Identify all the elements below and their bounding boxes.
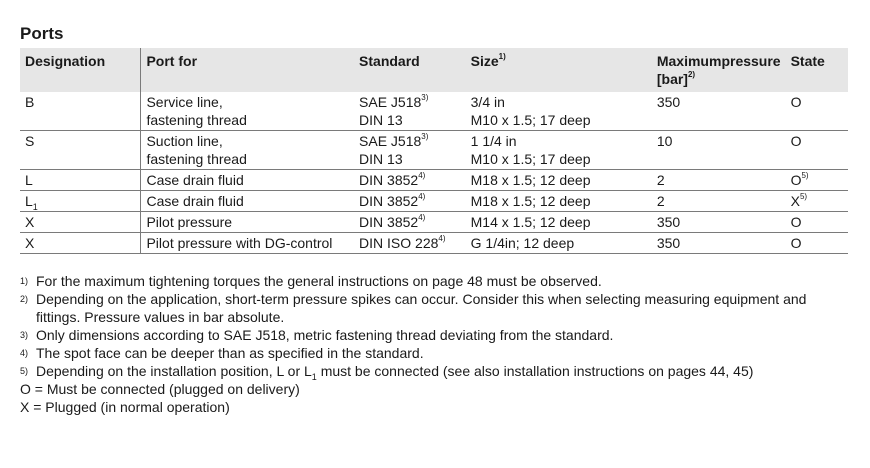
cell-size — [466, 131, 652, 170]
header-max-pressure-footnote: 2) — [687, 70, 696, 80]
designation-subscript: 1 — [32, 201, 38, 212]
cell-size-line: M10 x 1.5; 17 deep — [470, 112, 591, 128]
designation-text: L — [25, 193, 33, 209]
cell-designation: S — [20, 131, 141, 170]
standard-text: SAE J518 — [359, 133, 422, 149]
standard-footnote: 3) — [421, 93, 429, 103]
cell-port-for-line: fastening thread — [146, 151, 247, 167]
footnote-subscript: 1 — [311, 371, 317, 382]
cell-size: M18 x 1.5; 12 deep — [466, 191, 652, 212]
table-row — [20, 191, 848, 212]
header-max-pressure — [652, 48, 786, 92]
header-size-label: Size — [470, 53, 499, 69]
footnote-number: 2) — [20, 294, 29, 304]
standard-footnote: 3) — [421, 132, 429, 142]
cell-standard — [354, 212, 466, 233]
legend-connected: O = Must be connected (plugged on delivery) — [20, 381, 300, 397]
cell-standard-line — [359, 93, 461, 111]
cell-pressure: 350 — [652, 233, 786, 254]
cell-port-for: Pilot pressure — [141, 212, 354, 233]
cell-port-for: Case drain fluid — [141, 170, 354, 191]
state-value: X — [790, 193, 800, 209]
legend-plugged: X = Plugged (in normal operation) — [20, 399, 230, 415]
cell-standard — [354, 191, 466, 212]
cell-port-for-line: Service line, — [146, 94, 223, 110]
cell-standard — [354, 170, 466, 191]
cell-pressure: 10 — [652, 131, 786, 170]
footnote-text: Only dimensions according to SAE J518, metric fastening thread deviating from the standard. — [36, 327, 614, 343]
cell-port-for-line: Suction line, — [146, 133, 223, 149]
table-row — [20, 92, 848, 131]
cell-standard-line — [359, 150, 461, 168]
footnote — [20, 362, 850, 380]
header-size-footnote: 1) — [498, 52, 506, 62]
footnote-number: 1) — [20, 276, 29, 286]
header-max-pressure-line1: Maximum — [656, 53, 722, 69]
standard-footnote: 4) — [418, 192, 426, 202]
table-row — [20, 131, 848, 170]
cell-standard — [354, 233, 466, 254]
cell-pressure: 2 — [652, 191, 786, 212]
header-size — [466, 48, 652, 92]
cell-size-line: 3/4 in — [470, 94, 505, 110]
state-value: O — [790, 172, 802, 188]
footnote — [20, 272, 850, 290]
cell-standard-line — [359, 132, 461, 150]
cell-pressure: 350 — [652, 212, 786, 233]
cell-state: O — [786, 131, 848, 170]
cell-state: O — [786, 233, 848, 254]
header-max-pressure-line2: pressure [bar] — [656, 53, 781, 87]
footnote — [20, 326, 850, 344]
cell-pressure: 2 — [652, 170, 786, 191]
footnote — [20, 290, 850, 326]
standard-text: DIN 3852 — [359, 214, 419, 230]
cell-size: G 1/4in; 12 deep — [466, 233, 652, 254]
cell-size-line: M10 x 1.5; 17 deep — [470, 151, 591, 167]
cell-size-line: 1 1/4 in — [470, 133, 517, 149]
cell-size: M18 x 1.5; 12 deep — [466, 170, 652, 191]
cell-state: O — [786, 92, 848, 131]
standard-text: DIN 13 — [359, 112, 403, 128]
footnote — [20, 344, 850, 362]
cell-port-for — [141, 92, 354, 131]
state-footnote: 5) — [799, 192, 808, 202]
footnote-text-part: Depending on the installation position, L or L — [36, 363, 312, 379]
standard-footnote: 4) — [418, 213, 426, 223]
table-row — [20, 233, 848, 254]
header-designation: Designation — [20, 48, 141, 92]
footnote-text: Depending on the application, short-term pressure spikes can occur. Consider this when selecting measuring equipment and fittings. Pressure values in bar absolute. — [36, 291, 807, 325]
cell-designation: X — [20, 212, 141, 233]
footnote-text: The spot face can be deeper than as specified in the standard. — [36, 345, 424, 361]
footnote-number: 3) — [20, 330, 29, 340]
ports-table — [20, 48, 848, 254]
cell-designation: L — [20, 170, 141, 191]
table-row — [20, 212, 848, 233]
standard-footnote: 4) — [438, 234, 446, 244]
cell-standard — [354, 92, 466, 131]
page-title: Ports — [20, 24, 64, 43]
cell-pressure: 350 — [652, 92, 786, 131]
cell-state: O — [786, 212, 848, 233]
cell-standard — [354, 131, 466, 170]
standard-text: DIN ISO 228 — [359, 235, 439, 251]
header-state: State — [786, 48, 848, 92]
footnote-text-part: must be connected (see also installation instructions on pages 44, 45) — [316, 363, 754, 379]
cell-port-for: Case drain fluid — [141, 191, 354, 212]
standard-footnote: 4) — [418, 171, 426, 181]
cell-port-for: Pilot pressure with DG-control — [141, 233, 354, 254]
cell-designation: B — [20, 92, 141, 131]
table-row — [20, 170, 848, 191]
cell-standard-line — [359, 111, 461, 129]
cell-port-for-line: fastening thread — [146, 112, 247, 128]
footnotes — [20, 272, 850, 416]
header-port-for: Port for — [141, 48, 354, 92]
standard-text: DIN 3852 — [359, 193, 419, 209]
footnote-number: 5) — [20, 366, 29, 376]
cell-port-for — [141, 131, 354, 170]
cell-designation — [20, 191, 141, 212]
standard-text: SAE J518 — [359, 94, 422, 110]
header-standard: Standard — [354, 48, 466, 92]
standard-text: DIN 3852 — [359, 172, 419, 188]
cell-size — [466, 92, 652, 131]
cell-size: M14 x 1.5; 12 deep — [466, 212, 652, 233]
footnote-text: For the maximum tightening torques the general instructions on page 48 must be observed. — [36, 273, 602, 289]
cell-state — [786, 170, 848, 191]
table-header-row — [20, 48, 848, 92]
cell-state — [786, 191, 848, 212]
cell-designation: X — [20, 233, 141, 254]
footnote-text — [36, 363, 754, 382]
state-footnote: 5) — [801, 171, 809, 181]
footnote-number: 4) — [20, 348, 29, 358]
standard-text: DIN 13 — [359, 151, 403, 167]
